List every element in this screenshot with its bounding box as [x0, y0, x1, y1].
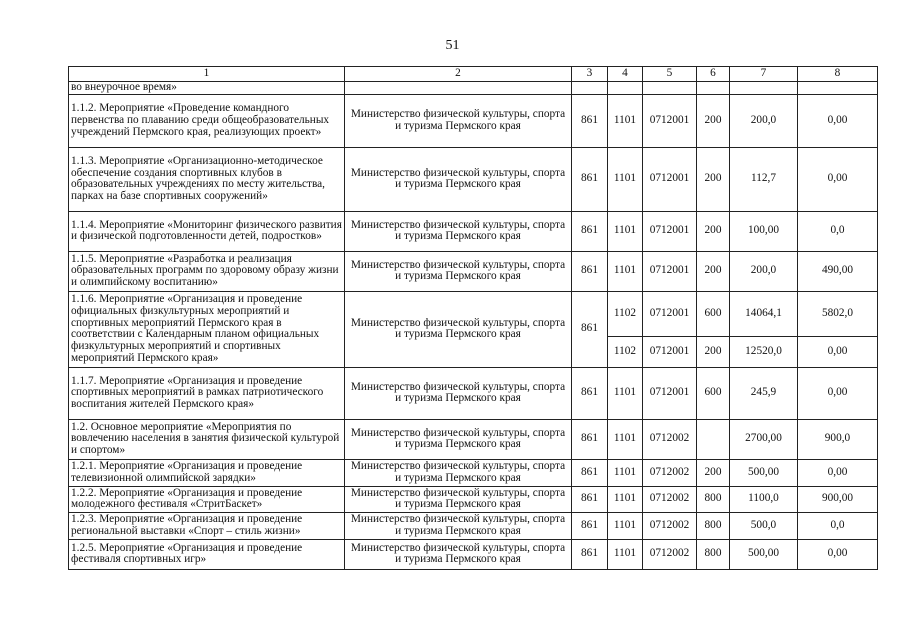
measure-name: 1.2.2. Мероприятие «Организация и проведение молодежного фестиваля «СтритБаскет» [69, 486, 345, 512]
amount-cell: 0,0 [798, 211, 878, 251]
expense-type-cell [697, 419, 730, 459]
expense-type-cell: 200 [697, 336, 730, 367]
section-code-cell: 1102 [608, 336, 643, 367]
section-code-cell: 1101 [608, 211, 643, 251]
budget-table [68, 66, 878, 570]
amount-cell: 5802,0 [798, 291, 878, 336]
measure-name: 1.2.3. Мероприятие «Организация и проведение региональной выставки «Спорт – стиль жизни» [69, 512, 345, 539]
ministry-code-cell: 861 [572, 147, 608, 211]
section-code-cell: 1102 [608, 291, 643, 336]
section-code-cell: 1101 [608, 419, 643, 459]
target-code-cell: 0712002 [643, 459, 697, 486]
ministry-cell: Министерство физической культуры, спорта и туризма Пермского края [345, 512, 572, 539]
table-row [69, 539, 878, 569]
amount-cell: 900,0 [798, 419, 878, 459]
ministry-code-cell: 861 [572, 419, 608, 459]
ministry-code-cell: 861 [572, 251, 608, 291]
expense-type-cell: 200 [697, 251, 730, 291]
amount-cell: 245,9 [730, 367, 798, 419]
expense-type-cell: 200 [697, 94, 730, 147]
measure-name: 1.2.1. Мероприятие «Организация и проведение телевизионной олимпийской зарядки» [69, 459, 345, 486]
section-code-cell: 1101 [608, 539, 643, 569]
measure-name: 1.2.5. Мероприятие «Организация и проведение фестиваля спортивных игр» [69, 539, 345, 569]
target-code-cell: 0712001 [643, 367, 697, 419]
ministry-cell: Министерство физической культуры, спорта и туризма Пермского края [345, 211, 572, 251]
table-row [69, 486, 878, 512]
column-header: 6 [697, 67, 730, 82]
ministry-cell: Министерство физической культуры, спорта и туризма Пермского края [345, 94, 572, 147]
ministry-cell: Министерство физической культуры, спорта и туризма Пермского края [345, 419, 572, 459]
amount-cell: 12520,0 [730, 336, 798, 367]
ministry-code-cell: 861 [572, 94, 608, 147]
expense-type-cell: 600 [697, 291, 730, 336]
measure-name: 1.1.4. Мероприятие «Мониторинг физического развития и физической подготовленности детей, подростков» [69, 211, 345, 251]
amount-cell: 0,00 [798, 367, 878, 419]
table-row [69, 512, 878, 539]
table-row [69, 419, 878, 459]
measure-name: 1.1.6. Мероприятие «Организация и проведение официальных физкультурных мероприятий и спортивных мероприятий Пермского края в соответствии с Календарным планом официальных физкультурных мероприятий и спортивных мероприятий Пермского края» [69, 291, 345, 367]
expense-type-cell: 200 [697, 459, 730, 486]
amount-cell: 0,0 [798, 512, 878, 539]
amount-cell: 500,00 [730, 539, 798, 569]
amount-cell: 2700,00 [730, 419, 798, 459]
expense-type-cell: 800 [697, 512, 730, 539]
column-header: 8 [798, 67, 878, 82]
section-code-cell: 1101 [608, 512, 643, 539]
target-code-cell: 0712001 [643, 211, 697, 251]
target-code-cell: 0712001 [643, 336, 697, 367]
column-header: 3 [572, 67, 608, 82]
target-code-cell: 0712001 [643, 147, 697, 211]
amount-cell: 100,00 [730, 211, 798, 251]
target-code-cell: 0712002 [643, 419, 697, 459]
table-row [69, 211, 878, 251]
section-code-cell: 1101 [608, 94, 643, 147]
ministry-code-cell: 861 [572, 211, 608, 251]
column-header: 4 [608, 67, 643, 82]
ministry-cell: Министерство физической культуры, спорта и туризма Пермского края [345, 486, 572, 512]
measure-name: 1.1.2. Мероприятие «Проведение командного первенства по плаванию среди общеобразовательных учреждений Пермского края, реализующих проект» [69, 94, 345, 147]
amount-cell: 0,00 [798, 147, 878, 211]
section-code-cell: 1101 [608, 459, 643, 486]
ministry-cell: Министерство физической культуры, спорта и туризма Пермского края [345, 459, 572, 486]
column-header: 7 [730, 67, 798, 82]
measure-name: 1.1.7. Мероприятие «Организация и проведение спортивных мероприятий в рамках патриотического воспитания жителей Пермского края» [69, 367, 345, 419]
target-code-cell: 0712002 [643, 539, 697, 569]
table-row [69, 367, 878, 419]
column-header: 5 [643, 67, 697, 82]
ministry-code-cell: 861 [572, 367, 608, 419]
expense-type-cell: 200 [697, 211, 730, 251]
amount-cell: 112,7 [730, 147, 798, 211]
table-row [69, 291, 878, 336]
column-header: 2 [345, 67, 572, 82]
page-number: 51 [445, 38, 460, 53]
ministry-code-cell: 861 [572, 539, 608, 569]
measure-name: 1.1.3. Мероприятие «Организационно-методическое обеспечение создания спортивных клубов в образовательных учреждениях по месту жительства, парках на базе спортивных сооружений» [69, 147, 345, 211]
table-row [69, 94, 878, 147]
table-row [69, 251, 878, 291]
amount-cell: 0,00 [798, 94, 878, 147]
column-header: 1 [69, 67, 345, 82]
ministry-code-cell: 861 [572, 486, 608, 512]
measure-name: 1.2. Основное мероприятие «Мероприятия по вовлечению населения в занятия физической культурой и спортом» [69, 419, 345, 459]
section-code-cell: 1101 [608, 367, 643, 419]
measure-name: 1.1.5. Мероприятие «Разработка и реализация образовательных программ по здоровому образу жизни и олимпийскому воспитанию» [69, 251, 345, 291]
amount-cell: 490,00 [798, 251, 878, 291]
ministry-cell: Министерство физической культуры, спорта и туризма Пермского края [345, 147, 572, 211]
ministry-cell: Министерство физической культуры, спорта и туризма Пермского края [345, 291, 572, 367]
ministry-code-cell: 861 [572, 291, 608, 367]
amount-cell: 200,0 [730, 94, 798, 147]
target-code-cell: 0712002 [643, 486, 697, 512]
target-code-cell: 0712001 [643, 291, 697, 336]
expense-type-cell: 600 [697, 367, 730, 419]
ministry-code-cell: 861 [572, 512, 608, 539]
table-row [69, 459, 878, 486]
amount-cell: 500,0 [730, 512, 798, 539]
ministry-code-cell: 861 [572, 459, 608, 486]
amount-cell: 0,00 [798, 336, 878, 367]
ministry-cell: Министерство физической культуры, спорта и туризма Пермского края [345, 539, 572, 569]
target-code-cell: 0712001 [643, 94, 697, 147]
amount-cell: 200,0 [730, 251, 798, 291]
amount-cell: 0,00 [798, 539, 878, 569]
column-number-row [69, 67, 878, 82]
table-row [69, 147, 878, 211]
expense-type-cell: 800 [697, 486, 730, 512]
amount-cell: 900,00 [798, 486, 878, 512]
measure-name: во внеурочное время» [69, 82, 345, 95]
expense-type-cell: 200 [697, 147, 730, 211]
ministry-cell: Министерство физической культуры, спорта и туризма Пермского края [345, 367, 572, 419]
target-code-cell: 0712002 [643, 512, 697, 539]
target-code-cell: 0712001 [643, 251, 697, 291]
amount-cell: 14064,1 [730, 291, 798, 336]
ministry-cell: Министерство физической культуры, спорта и туризма Пермского края [345, 251, 572, 291]
table-row-continuation [69, 82, 878, 95]
section-code-cell: 1101 [608, 251, 643, 291]
section-code-cell: 1101 [608, 147, 643, 211]
amount-cell: 0,00 [798, 459, 878, 486]
expense-type-cell: 800 [697, 539, 730, 569]
section-code-cell: 1101 [608, 486, 643, 512]
amount-cell: 500,00 [730, 459, 798, 486]
amount-cell: 1100,0 [730, 486, 798, 512]
